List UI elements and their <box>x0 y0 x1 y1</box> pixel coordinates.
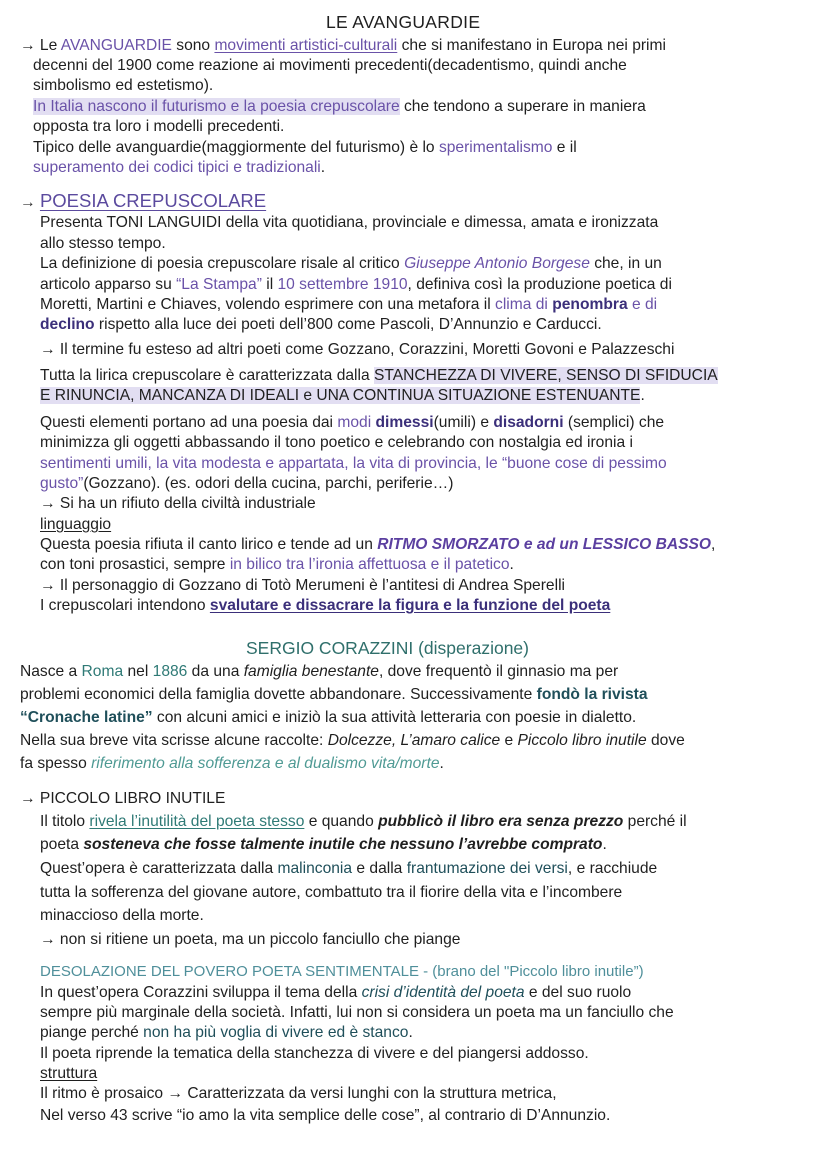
intro-line-6: Tipico delle avanguardie(maggiormente del futurismo) è lo sperimentalismo e il <box>33 139 577 156</box>
cora-line-5: fa spesso riferimento alla sofferenza e al dualismo vita/morte. <box>20 755 444 772</box>
movimenti-term: movimenti artistici-culturali <box>214 37 398 54</box>
deso-line-2: sempre più marginale della società. Infatti, lui non si considera un poeta ma un fanciullo che <box>40 1004 674 1021</box>
deso-line-4: Il poeta riprende la tematica della stanchezza di vivere e del piangersi addosso. <box>40 1045 589 1062</box>
page-title: LE AVANGUARDIE <box>326 12 481 32</box>
avanguardie-term: AVANGUARDIE <box>60 37 172 54</box>
libro-line-6: → non si ritiene un poeta, ma un piccolo fanciullo che piange <box>40 931 461 948</box>
crep-line-10: Questi elementi portano ad una poesia dai modi dimessi(umili) e disadorni (semplici) che <box>40 414 665 431</box>
crep-line-8: Tutta la lirica crepuscolare è caratterizzata dalla STANCHEZZA DI VIVERE, SENSO DI SFIDUCIA <box>40 367 718 384</box>
libro-line-3: Quest’opera è caratterizzata dalla malinconia e dalla frantumazione dei versi, e racchiude <box>40 860 658 877</box>
linguaggio-subheading: linguaggio <box>40 516 112 533</box>
deso-line-1: In quest’opera Corazzini sviluppa il tema della crisi d’identità del poeta e del suo ruolo <box>40 984 632 1001</box>
crep-line-13: gusto”(Gozzano). (es. odori della cucina, parchi, periferie…) <box>40 475 454 492</box>
cora-line-2: problemi economici della famiglia dovette abbandonare. Successivamente fondò la rivista <box>20 686 648 703</box>
deso-line-3: piange perché non ha più voglia di vivere ed è stanco. <box>40 1024 413 1041</box>
intro-line-5: opposta tra loro i modelli precedenti. <box>33 118 285 135</box>
intro-line-3: simbolismo ed estetismo). <box>33 77 214 94</box>
crep-line-5: Moretti, Martini e Chiaves, volendo esprimere con una metafora il clima di penombra e di <box>40 296 658 313</box>
arrow-icon: → <box>20 194 40 211</box>
section-heading-crepuscolare: → POESIA CREPUSCOLARE <box>20 190 267 211</box>
crep-line-19: I crepuscolari intendono svalutare e dissacrare la figura e la funzione del poeta <box>40 597 611 614</box>
deso-line-7: Nel verso 43 scrive “io amo la vita semplice delle cose”, al contrario di D’Annunzio. <box>40 1107 611 1124</box>
intro-line-7: superamento dei codici tipici e tradizionali. <box>33 159 326 176</box>
crep-line-4: articolo apparso su “La Stampa” il 10 settembre 1910, definiva così la produzione poetica di <box>40 276 672 293</box>
libro-line-1: Il titolo rivela l’inutilità del poeta stesso e quando pubblicò il libro era senza prezzo perché il <box>40 813 687 830</box>
struttura-subheading: struttura <box>40 1065 98 1082</box>
crep-line-18: → Il personaggio di Gozzano di Totò Merumeni è l’antitesi di Andrea Sperelli <box>40 577 565 594</box>
crep-line-11: minimizza gli oggetti abbassando il tono poetico e celebrando con nostalgia ed ironia i <box>40 434 633 451</box>
crep-line-14: → Si ha un rifiuto della civiltà industriale <box>40 495 316 512</box>
intro-line-1: → Le AVANGUARDIE sono movimenti artistici-culturali che si manifestano in Europa nei primi <box>20 37 666 54</box>
section-heading-corazzini: SERGIO CORAZZINI (disperazione) <box>246 638 529 658</box>
crep-line-1: Presenta TONI LANGUIDI della vita quotidiana, provinciale e dimessa, amata e ironizzata <box>40 214 659 231</box>
deso-line-6: Il ritmo è prosaico → Caratterizzata da versi lunghi con la struttura metrica, <box>40 1085 557 1102</box>
crep-line-3: La definizione di poesia crepuscolare risale al critico Giuseppe Antonio Borgese che, in un <box>40 255 662 272</box>
crep-line-9: E RINUNCIA, MANCANZA DI IDEALI e UNA CONTINUA SITUAZIONE ESTENUANTE. <box>40 387 645 404</box>
section-heading-piccolo-libro: → PICCOLO LIBRO INUTILE <box>20 790 226 807</box>
crep-line-12: sentimenti umili, la vita modesta e appartata, la vita di provincia, le “buone cose di pessimo <box>40 455 667 472</box>
crep-line-6: declino rispetto alla luce dei poeti dell’800 come Pascoli, D’Annunzio e Carducci. <box>40 316 602 333</box>
libro-line-2: poeta sosteneva che fosse talmente inutile che nessuno l’avrebbe comprato. <box>40 836 607 853</box>
highlight-futurismo: In Italia nascono il futurismo e la poesia crepuscolare <box>33 98 400 115</box>
cora-line-1: Nasce a Roma nel 1886 da una famiglia benestante, dove frequentò il ginnasio ma per <box>20 663 619 680</box>
cora-line-3: “Cronache latine” con alcuni amici e iniziò la sua attività letteraria con poesie in dialetto. <box>20 709 637 726</box>
cora-line-4: Nella sua breve vita scrisse alcune raccolte: Dolcezze, L’amaro calice e Piccolo libro inutile dove <box>20 732 685 749</box>
crep-line-7: → Il termine fu esteso ad altri poeti come Gozzano, Corazzini, Moretti Govoni e Palazzeschi <box>40 341 675 358</box>
libro-line-4: tutta la sofferenza del giovane autore, combattuto tra il fiorire della vita e l’incombere <box>40 884 623 901</box>
libro-line-5: minaccioso della morte. <box>40 907 204 924</box>
crep-line-2: allo stesso tempo. <box>40 235 166 252</box>
intro-line-2: decenni del 1900 come reazione ai movimenti precedenti(decadentismo, quindi anche <box>33 57 627 74</box>
crep-line-16: Questa poesia rifiuta il canto lirico e tende ad un RITMO SMORZATO e ad un LESSICO BASSO, <box>40 536 716 553</box>
section-heading-desolazione: DESOLAZIONE DEL POVERO POETA SENTIMENTALE - (brano del "Piccolo libro inutile”) <box>40 963 644 980</box>
arrow-icon: → Le <box>20 37 61 54</box>
intro-line-4: In Italia nascono il futurismo e la poesia crepuscolare che tendono a superare in maniera <box>33 98 646 115</box>
crep-line-17: con toni prosastici, sempre in bilico tra l’ironia affettuosa e il patetico. <box>40 556 514 573</box>
